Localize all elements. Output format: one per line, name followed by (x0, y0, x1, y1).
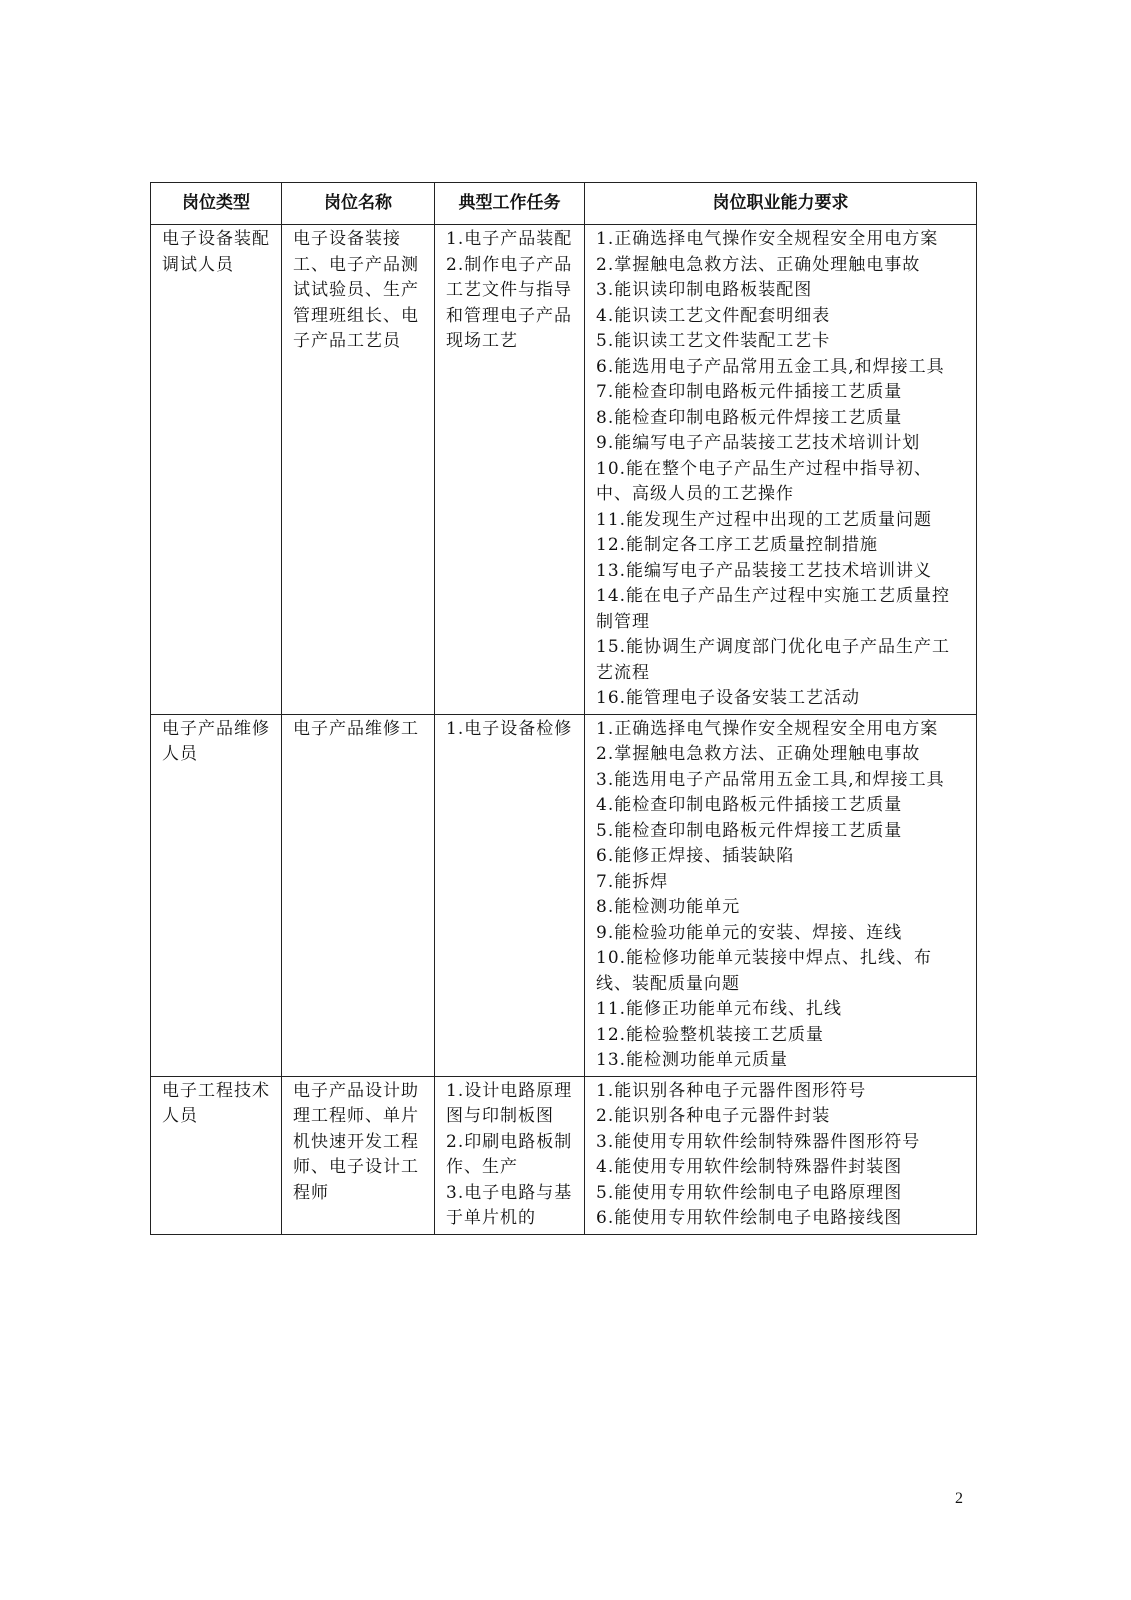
list-item: 1.正确选择电气操作安全规程安全用电方案 (596, 718, 939, 739)
list-item: 7.能检查印制电路板元件插接工艺质量 (596, 382, 903, 402)
list-item: 2.掌握触电急救方法、正确处理触电事故 (596, 254, 921, 275)
list-item: 2.掌握触电急救方法、正确处理触电事故 (596, 744, 921, 764)
list-item: 4.能检查印制电路板元件插接工艺质量 (596, 795, 903, 815)
cell-requirements (585, 225, 977, 715)
cell-requirements (585, 1076, 977, 1234)
list-item: 14.能在电子产品生产过程中实施工艺质量控制管理 (596, 586, 951, 632)
list-item: 8.能检查印制电路板元件焊接工艺质量 (596, 407, 903, 428)
page-number: 2 (955, 1490, 963, 1507)
table-row (151, 714, 977, 1076)
cell-job-name (282, 225, 435, 715)
typical-task-text: 1.设计电路原理图与印制板图 2.印刷电路板制作、生产 3.电子电路与基于单片机的 (446, 1080, 573, 1228)
job-type-text: 电子设备装配调试人员 (162, 229, 270, 275)
list-item: 12.能检验整机装接工艺质量 (596, 1024, 825, 1045)
job-name-text: 电子产品维修工 (293, 718, 419, 739)
header-typical-task: 典型工作任务 (435, 183, 585, 225)
cell-job-name (282, 1076, 435, 1234)
list-item: 13.能编写电子产品装接工艺技术培训讲义 (596, 560, 933, 581)
job-name-text: 电子设备装接工、电子产品测试试验员、生产管理班组长、电子产品工艺员 (293, 229, 419, 351)
list-item: 16.能管理电子设备安装工艺活动 (596, 688, 861, 708)
table-row (151, 225, 977, 715)
requirements-list (596, 717, 966, 1074)
cell-job-name (282, 714, 435, 1076)
list-item: 4.能识读工艺文件配套明细表 (596, 305, 831, 326)
cell-typical-task (435, 1076, 585, 1234)
job-name-text: 电子产品设计助理工程师、单片机快速开发工程师、电子设计工程师 (293, 1080, 419, 1203)
list-item: 3.能使用专用软件绘制特殊器件图形符号 (596, 1131, 921, 1152)
list-item: 4.能使用专用软件绘制特殊器件封装图 (596, 1157, 903, 1177)
list-item: 10.能检修功能单元装接中焊点、扎线、布线、装配质量向题 (596, 948, 933, 994)
typical-task-text: 1.电子产品装配 2.制作电子产品工艺文件与指导和管理电子产品现场工艺 (446, 229, 573, 351)
list-item: 9.能编写电子产品装接工艺技术培训计划 (596, 433, 921, 453)
cell-requirements (585, 714, 977, 1076)
list-item: 3.能选用电子产品常用五金工具,和焊接工具 (596, 769, 945, 790)
list-item: 12.能制定各工序工艺质量控制措施 (596, 535, 879, 555)
cell-typical-task (435, 225, 585, 715)
requirements-list (596, 1079, 966, 1232)
list-item: 3.能识读印制电路板装配图 (596, 280, 813, 300)
cell-job-type (151, 1076, 282, 1234)
typical-task-text: 1.电子设备检修 (446, 718, 573, 739)
list-item: 2.能识别各种电子元器件封装 (596, 1106, 831, 1126)
cell-job-type (151, 714, 282, 1076)
header-job-name: 岗位名称 (282, 183, 435, 225)
list-item: 6.能使用专用软件绘制电子电路接线图 (596, 1208, 903, 1228)
list-item: 7.能拆焊 (596, 871, 669, 892)
list-item: 10.能在整个电子产品生产过程中指导初、中、高级人员的工艺操作 (596, 458, 933, 504)
header-ability-requirements: 岗位职业能力要求 (585, 183, 977, 225)
list-item: 6.能修正焊接、插装缺陷 (596, 846, 795, 866)
list-item: 1.正确选择电气操作安全规程安全用电方案 (596, 229, 939, 249)
table-row (151, 1076, 977, 1234)
list-item: 9.能检验功能单元的安装、焊接、连线 (596, 922, 903, 943)
list-item: 5.能识读工艺文件装配工艺卡 (596, 331, 831, 351)
list-item: 13.能检测功能单元质量 (596, 1050, 789, 1070)
job-type-text: 电子产品维修人员 (162, 718, 270, 764)
list-item: 11.能发现生产过程中出现的工艺质量问题 (596, 509, 933, 530)
list-item: 5.能使用专用软件绘制电子电路原理图 (596, 1182, 903, 1203)
list-item: 15.能协调生产调度部门优化电子产品生产工艺流程 (596, 637, 951, 683)
job-requirements-table (150, 182, 977, 1235)
table-header-row (151, 183, 977, 225)
list-item: 11.能修正功能单元布线、扎线 (596, 999, 843, 1019)
list-item: 8.能检测功能单元 (596, 897, 741, 917)
header-job-type: 岗位类型 (151, 183, 282, 225)
list-item: 6.能选用电子产品常用五金工具,和焊接工具 (596, 356, 945, 377)
list-item: 5.能检查印制电路板元件焊接工艺质量 (596, 820, 903, 841)
cell-job-type (151, 225, 282, 715)
cell-typical-task (435, 714, 585, 1076)
requirements-list (596, 227, 966, 712)
job-type-text: 电子工程技术人员 (162, 1080, 270, 1126)
list-item: 1.能识别各种电子元器件图形符号 (596, 1080, 867, 1101)
